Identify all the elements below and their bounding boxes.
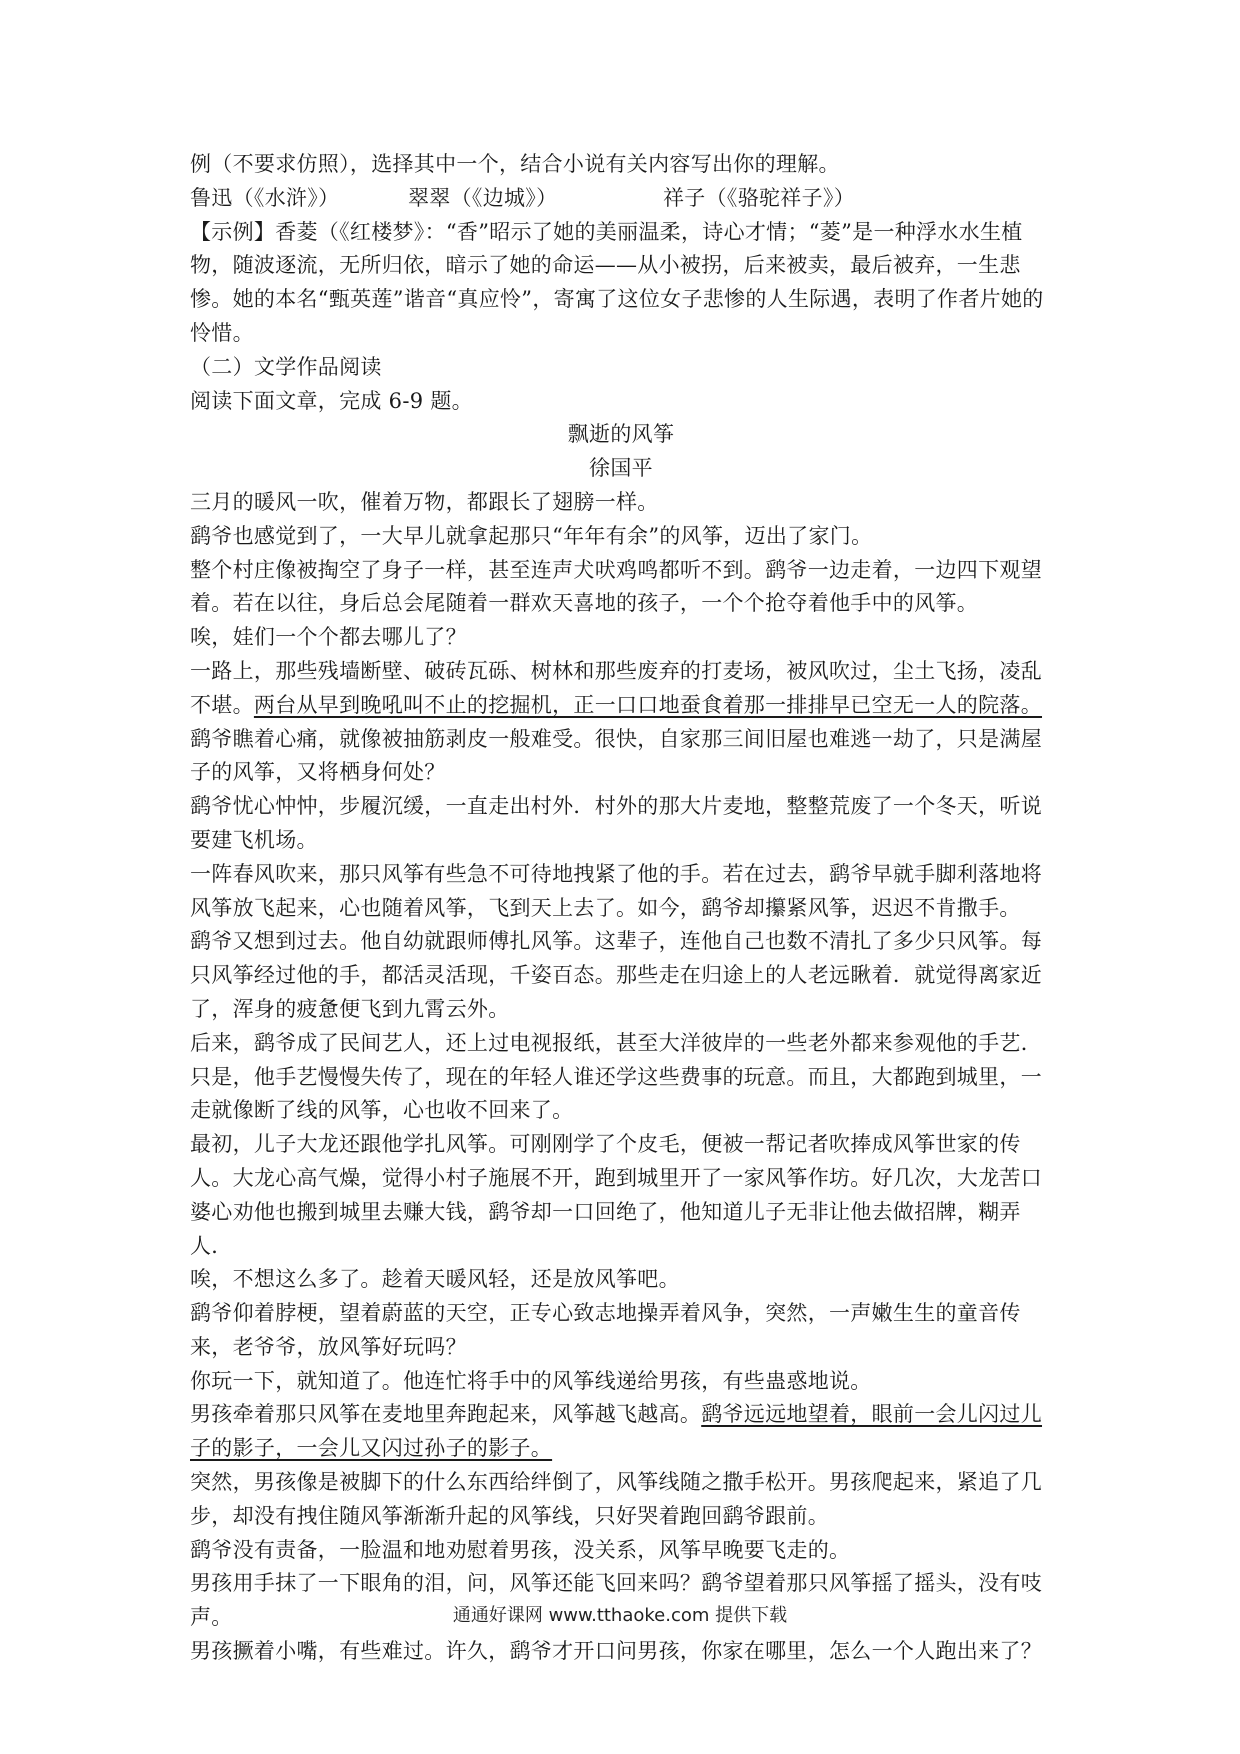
paragraph: 你玩一下，就知道了。他连忙将手中的风筝线递给男孩，有些蛊惑地说。 [190,1368,872,1393]
example-paragraph: 【示例】香菱（《红楼梦》：“香”昭示了她的美丽温柔，诗心才情；“菱”是一种浮水水生植物，随波逐流，无所归依，暗示了她的命运——从小被拐，后来被卖，最后被弃，一生悲惨。她的本名“甄英莲”谐音“真应怜”，寄寓了这位女子悲惨的人生际遇，表明了作者片她的怜惜。 [190,219,1044,345]
paragraph: 鹞爷仰着脖梗，望着蔚蓝的天空，正专心致志地操弄着风争，突然，一声嫩生生的童音传来，老爷爷，放风筝好玩吗？ [190,1301,1021,1359]
works-list [190,182,1052,216]
paragraph: 三月的暖风一吹，催着万物，都跟长了翅膀一样。 [190,489,659,514]
paragraph: 鹞爷又想到过去。他自幼就跟师傅扎风筝。这辈子，连他自己也数不清扎了多少只风筝。每只风筝经过他的手，都活灵活现，千姿百态。那些走在归途上的人老远瞅着．就觉得离家近了，浑身的疲惫便飞到九霄云外。 [190,929,1042,1021]
section-title: （二）文学作品阅读 [190,354,382,379]
paragraph: 鹞爷瞧着心痛，就像被抽筋剥皮一般难受。很快，自家那三间旧屋也难逃一劫了，只是满屋子的风筝，又将栖身何处？ [190,726,1042,785]
paragraph: 男孩用手抹了一下眼角的泪，问，风筝还能飞回来吗？鹞爷望着那只风筝摇了摇头，没有吱声。 [190,1571,1042,1630]
paragraph [190,1398,1052,1466]
paragraph: 唉，娃们一个个都去哪儿了？ [190,625,467,650]
paragraph: 最初，儿子大龙还跟他学扎风筝。可刚刚学了个皮毛，便被一帮记者吹捧成风筝世家的传人。大龙心高气燥，觉得小村子施展不开，跑到城里开了一家风筝作坊。好几次，大龙苦口婆心劝他也搬到城里去赚大钱，鹞爷却一口回绝了，他知道儿子无非让他去做招牌，糊弄人． [190,1132,1042,1258]
paragraph: 鹞爷也感觉到了，一大早儿就拿起那只“年年有余”的风筝，迈出了家门。 [190,523,873,548]
paragraph: 一阵春风吹来，那只风筝有些急不可待地拽紧了他的手。若在过去，鹞爷早就手脚利落地将风筝放飞起来，心也随着风筝，飞到天上去了。如今，鹞爷却攥紧风筝，迟迟不肯撒手。 [190,861,1042,920]
paragraph-text: 一路上，那些残墙断壁、破砖瓦砾、树林和那些废弃的打麦场，被风吹过，尘土飞扬，凌乱不堪。 [190,658,1042,717]
paragraph: 鹞爷忧心忡忡，步履沉缓，一直走出村外．村外的那大片麦地，整整荒废了一个冬天，听说要建飞机场。 [190,794,1042,852]
paragraph: 后来，鹞爷成了民间艺人，还上过电视报纸，甚至大洋彼岸的一些老外都来参观他的手艺．只是，他手艺慢慢失传了，现在的年轻人谁还学这些费事的玩意。而且，大都跑到城里，一走就像断了线的风筝，心也收不回来了。 [190,1030,1042,1123]
paragraph: 突然，男孩像是被脚下的什么东西给绊倒了，风筝线随之撒手松开。男孩爬起来，紧追了几步，却没有拽住随风筝渐渐升起的风筝线，只好哭着跑回鹞爷跟前。 [190,1470,1042,1528]
work-item: 祥子（《骆驼祥子》） [663,185,855,210]
page-footer: 通通好课网 www.tthaoke.com 提供下载 [452,1605,788,1626]
article-title: 飘逝的风筝 [567,422,675,447]
paragraph [190,655,1052,723]
work-item: 鲁迅（《水浒》） [190,185,340,210]
author: 徐国平 [589,456,653,481]
paragraph: 唉，不想这么多了。趁着天暖风轻，还是放风筝吧。 [190,1267,680,1292]
paragraph: 整个村庄像被掏空了身子一样，甚至连声犬吠鸡鸣都听不到。鹞爷一边走着，一边四下观望着。若在以往，身后总会尾随着一群欢天喜地的孩子，一个个抢夺着他手中的风筝。 [190,557,1042,616]
document-body [190,148,1052,1669]
underlined-sentence: 两台从早到晚吼叫不止的挖掘机，正一口口地蚕食着那一排排早已空无一人的院落。 [253,692,1043,717]
paragraph: 男孩撅着小嘴，有些难过。许久，鹞爷才开口问男孩，你家在哪里，怎么一个人跑出来了？ [190,1639,1042,1664]
work-item: 翠翠（《边城》） [408,185,558,210]
instruction: 阅读下面文章，完成 6-9 题。 [190,388,473,413]
underlined-sentence: 鹞爷远远地望着，眼前一会儿闪过儿子的影子，一会儿又闪过孙子的影子。 [190,1402,1043,1461]
intro-line: 例（不要求仿照），选择其中一个，结合小说有关内容写出你的理解。 [190,152,840,176]
paragraph: 鹞爷没有责备，一脸温和地劝慰着男孩，没关系，风筝早晚要飞走的。 [190,1537,851,1562]
paragraph-text: 男孩牵着那只风筝在麦地里奔跑起来，风筝越飞越高。 [190,1402,702,1427]
